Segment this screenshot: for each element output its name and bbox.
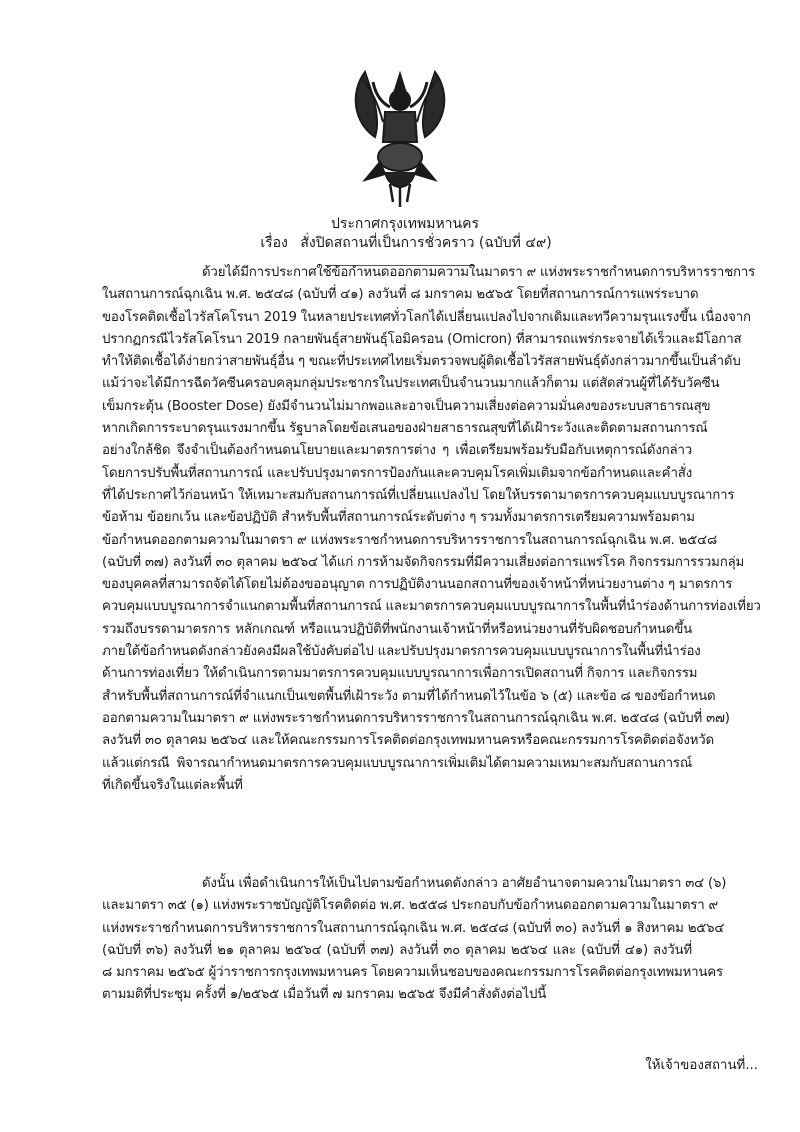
text-line: ปรากฏกรณีไวรัสโคโรนา 2019 กลายพันธุ์สายพันธุ์โอมิครอน (Omicron) ที่สามารถแพร่กระจายได้เร็วและมีโอกาส bbox=[102, 331, 742, 347]
text-line: ภายใต้ข้อกำหนดดังกล่าวยังคงมีผลใช้บังคับต่อไป และปรับปรุงมาตรการควบคุมแบบบูรณาการในพื้นที่นำร่อง bbox=[102, 644, 701, 660]
text-line: ทำให้ติดเชื้อได้ง่ายกว่าสายพันธุ์อื่น ๆ ขณะที่ประเทศไทยเริ่มตรวจพบผู้ติดเชื้อไวรัสสายพันธุ์ดังกล่าวมากขึ้นเป็นลำดับ bbox=[102, 354, 741, 370]
text-line: ที่เกิดขึ้นจริงในแต่ละพื้นที่ bbox=[102, 777, 243, 793]
page-continuation: ให้เจ้าของสถานที่... bbox=[645, 1058, 758, 1073]
text-line: สำหรับพื้นที่สถานการณ์ที่จำแนกเป็นเขตพื้นที่เฝ้าระวัง ตามที่ได้กำหนดไว้ในข้อ ๖ (๕) และข้อ ๘ ของข้อกำหนด bbox=[102, 688, 716, 704]
text-line: ที่ได้ประกาศไว้ก่อนหน้า ให้เหมาะสมกับสถานการณ์ที่เปลี่ยนแปลงไป โดยให้บรรดามาตรการควบคุมแบบบูรณาการ bbox=[102, 487, 735, 503]
paragraph-2 bbox=[102, 873, 727, 1007]
text-line: ของบุคคลที่สามารถจัดได้โดยไม่ต้องขออนุญาต การปฏิบัติงานนอกสถานที่ของเจ้าหน้าที่หน่วยงานต่าง ๆ มาตรการ bbox=[102, 577, 733, 593]
text-line: รวมถึงบรรดามาตรการ หลักเกณฑ์ หรือแนวปฏิบัติที่พนักงานเจ้าหน้าที่หรือหน่วยงานที่รับผิดชอบกำหนดขึ้น bbox=[102, 621, 692, 637]
text-line: (ฉบับที่ ๓๖) ลงวันที่ ๒๑ ตุลาคม ๒๕๖๔ (ฉบับที่ ๓๗) ลงวันที่ ๓๐ ตุลาคม ๒๕๖๔ และ (ฉบับที่ ๔๑) ลงวันที่ bbox=[102, 942, 692, 958]
text-line: ออกตามความในมาตรา ๙ แห่งพระราชกำหนดการบริหารราชการในสถานการณ์ฉุกเฉิน พ.ศ. ๒๕๔๘ (ฉบับที่ ๓๗) bbox=[102, 710, 730, 726]
text-line: ข้อกำหนดออกตามความในมาตรา ๙ แห่งพระราชกำหนดการบริหารราชการในสถานการณ์ฉุกเฉิน พ.ศ. ๒๕๔๘ bbox=[102, 532, 718, 548]
announcement-subject bbox=[12, 234, 800, 253]
announcement-title: ประกาศกรุงเทพมหานคร bbox=[331, 216, 479, 232]
text-line: เข็มกระตุ้น (Booster Dose) ยังมีจำนวนไม่มากพอและอาจเป็นความเสี่ยงต่อความมั่นคงของระบบสาธารณสุข bbox=[102, 398, 711, 414]
text-line: หากเกิดการระบาดรุนแรงมากขึ้น รัฐบาลโดยข้อเสนอของฝ่ายสาธารณสุขที่ได้เฝ้าระวังและติดตามสถานการณ์ bbox=[102, 421, 708, 437]
text-line: ๘ มกราคม ๒๕๖๕ ผู้ว่าราชการกรุงเทพมหานคร โดยความเห็นชอบของคณะกรรมการโรคติดต่อกรุงเทพมหานคร bbox=[102, 965, 723, 981]
text-line: ของโรคติดเชื้อไวรัสโคโรนา 2019 ในหลายประเทศทั่วโลกได้เปลี่ยนแปลงไปจากเดิมและทวีความรุนแรงขึ้น เนื่องจาก bbox=[102, 309, 751, 325]
text-line: และมาตรา ๓๕ (๑) แห่งพระราชบัญญัติโรคติดต่อ พ.ศ. ๒๕๕๘ ประกอบกับข้อกำหนดออกตามความในมาตรา ๙ bbox=[102, 898, 719, 914]
text-line: (ฉบับที่ ๓๗) ลงวันที่ ๓๐ ตุลาคม ๒๕๖๔ ได้แก่ การห้ามจัดกิจกรรมที่มีความเสี่ยงต่อการแพร่โรค กิจกรรมการรวมกลุ่ม bbox=[102, 554, 745, 570]
text-line: ลงวันที่ ๓๐ ตุลาคม ๒๕๖๔ และให้คณะกรรมการโรคติดต่อกรุงเทพมหานครหรือคณะกรรมการโรคติดต่อจังหวัด bbox=[102, 733, 714, 749]
text-line: ควบคุมแบบบูรณาการจำแนกตามพื้นที่สถานการณ์ และมาตรการควบคุมแบบบูรณาการในพื้นที่นำร่องด้านการท่องเที่ยว bbox=[102, 599, 761, 615]
paragraph-1 bbox=[102, 262, 761, 797]
subject-text: สั่งปิดสถานที่เป็นการชั่วคราว (ฉบับที่ ๔๙) bbox=[300, 235, 552, 251]
text-line: ด้านการท่องเที่ยว ให้ดำเนินการตามมาตรการควบคุมแบบบูรณาการเพื่อการเปิดสถานที่ กิจการ และกิจกรรม bbox=[102, 666, 698, 682]
subject-label: เรื่อง bbox=[260, 235, 288, 251]
text-line: อย่างใกล้ชิด จึงจำเป็นต้องกำหนดนโยบายและมาตรการต่าง ๆ เพื่อเตรียมพร้อมรับมือกับเหตุการณ์ดังกล่าว bbox=[102, 443, 692, 459]
text-line: แม้ว่าจะได้มีการฉีดวัคซีนครอบคลุมกลุ่มประชากรในประเทศเป็นจำนวนมากแล้วก็ตาม แต่สัดส่วนผู้ที่ได้รับวัคซีน bbox=[102, 376, 720, 392]
text-line: โดยการปรับพื้นที่สถานการณ์ และปรับปรุงมาตรการป้องกันและควบคุมโรคเพิ่มเติมจากข้อกำหนดและคำสั่ง bbox=[102, 465, 692, 481]
text-line: ด้วยได้มีการประกาศใช้ข้อกำหนดออกตามความในมาตรา ๙ แห่งพระราชกำหนดการบริหารราชการ bbox=[202, 265, 756, 280]
text-line: ข้อห้าม ข้อยกเว้น และข้อปฏิบัติ สำหรับพื้นที่สถานการณ์ระดับต่าง ๆ รวมทั้งมาตรการเตรียมความพร้อมตาม bbox=[102, 510, 695, 526]
text-line: แล้วแต่กรณี พิจารณากำหนดมาตรการควบคุมแบบบูรณาการเพิ่มเติมได้ตามความเหมาะสมกับสถานการณ์ bbox=[102, 755, 692, 771]
text-line: ดังนั้น เพื่อดำเนินการให้เป็นไปตามข้อกำหนดดังกล่าว อาศัยอำนาจตามความในมาตรา ๓๔ (๖) bbox=[202, 876, 727, 891]
text-line: แห่งพระราชกำหนดการบริหารราชการในสถานการณ์ฉุกเฉิน พ.ศ. ๒๕๔๘ (ฉบับที่ ๓๐) ลงวันที่ ๑ สิงหาคม ๒๕๖๔ bbox=[102, 920, 725, 936]
text-line: ในสถานการณ์ฉุกเฉิน พ.ศ. ๒๕๔๘ (ฉบับที่ ๔๑) ลงวันที่ ๘ มกราคม ๒๕๖๕ โดยที่สถานการณ์การแพร่ระบาด bbox=[102, 287, 699, 303]
text-line: ตามมติที่ประชุม ครั้งที่ ๑/๒๕๖๕ เมื่อวันที่ ๗ มกราคม ๒๕๖๕ จึงมีคำสั่งดังต่อไปนี้ bbox=[102, 987, 547, 1003]
garuda-emblem-icon bbox=[345, 62, 455, 212]
announcement-header bbox=[0, 215, 800, 253]
